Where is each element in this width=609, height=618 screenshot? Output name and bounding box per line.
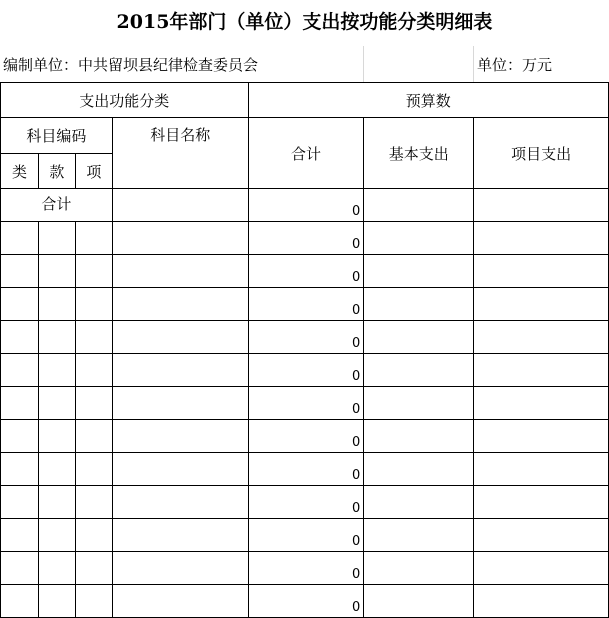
project-expense-cell xyxy=(474,420,609,453)
basic-expense-cell xyxy=(364,486,474,519)
kuan-cell xyxy=(38,255,75,288)
kuan-cell xyxy=(38,552,75,585)
xiang-cell xyxy=(75,486,112,519)
xiang-cell xyxy=(75,387,112,420)
lei-cell xyxy=(1,222,39,255)
table-row xyxy=(1,453,609,486)
subject-name-cell xyxy=(112,420,248,453)
total-cell: 0 xyxy=(248,387,364,420)
total-row-label: 合计 xyxy=(1,189,113,222)
kuan-cell xyxy=(38,288,75,321)
table-row xyxy=(1,387,609,420)
subject-name-cell xyxy=(112,321,248,354)
kuan-cell xyxy=(38,387,75,420)
kuan-cell xyxy=(38,585,75,618)
total-row xyxy=(1,189,609,222)
xiang-cell xyxy=(75,288,112,321)
subject-name-cell xyxy=(112,486,248,519)
kuan-cell xyxy=(38,222,75,255)
total-row-value: 0 xyxy=(248,189,364,222)
project-expense-cell xyxy=(474,189,609,222)
project-expense-cell xyxy=(474,288,609,321)
total-cell: 0 xyxy=(248,420,364,453)
total-cell: 0 xyxy=(248,354,364,387)
subject-name-cell xyxy=(112,354,248,387)
project-expense-cell xyxy=(474,321,609,354)
table-row xyxy=(1,288,609,321)
kuan-cell xyxy=(38,420,75,453)
xiang-cell xyxy=(75,255,112,288)
subject-name-cell xyxy=(112,255,248,288)
func-class-header: 支出功能分类 xyxy=(1,83,249,118)
total-cell: 0 xyxy=(248,486,364,519)
lei-cell xyxy=(1,519,39,552)
lei-cell xyxy=(1,387,39,420)
xiang-cell xyxy=(75,552,112,585)
project-expense-cell xyxy=(474,222,609,255)
subject-name-cell xyxy=(112,552,248,585)
project-expense-cell xyxy=(474,255,609,288)
lei-cell xyxy=(1,486,39,519)
project-expense-cell xyxy=(474,486,609,519)
xiang-cell xyxy=(75,420,112,453)
table-row xyxy=(1,552,609,585)
lei-cell xyxy=(1,420,39,453)
total-cell: 0 xyxy=(248,222,364,255)
table-row xyxy=(1,486,609,519)
lei-cell xyxy=(1,585,39,618)
subject-name-cell xyxy=(112,453,248,486)
lei-cell xyxy=(1,321,39,354)
total-cell: 0 xyxy=(248,255,364,288)
project-expense-cell xyxy=(474,552,609,585)
basic-expense-cell xyxy=(364,354,474,387)
kuan-cell xyxy=(38,453,75,486)
kuan-cell xyxy=(38,486,75,519)
total-cell: 0 xyxy=(248,288,364,321)
total-header: 合计 xyxy=(248,118,364,189)
basic-expense-cell xyxy=(364,453,474,486)
total-cell: 0 xyxy=(248,453,364,486)
basic-expense-cell xyxy=(364,585,474,618)
budget-header: 预算数 xyxy=(248,83,608,118)
total-cell: 0 xyxy=(248,585,364,618)
compiling-unit: 编制单位：中共留坝县纪律检查委员会 xyxy=(3,56,259,74)
xiang-cell xyxy=(75,453,112,486)
basic-expense-cell xyxy=(364,519,474,552)
page-title: 2015年部门（单位）支出按功能分类明细表 xyxy=(116,11,493,33)
lei-header: 类 xyxy=(1,154,39,189)
unit-label: 单位：万元 xyxy=(477,56,553,74)
detail-table xyxy=(0,82,609,618)
project-expense-cell xyxy=(474,519,609,552)
xiang-cell xyxy=(75,354,112,387)
project-expense-cell xyxy=(474,387,609,420)
basic-expense-cell xyxy=(364,420,474,453)
xiang-header: 项 xyxy=(75,154,112,189)
lei-cell xyxy=(1,288,39,321)
table-row xyxy=(1,222,609,255)
project-expense-cell xyxy=(474,453,609,486)
total-cell: 0 xyxy=(248,321,364,354)
kuan-cell xyxy=(38,519,75,552)
total-cell: 0 xyxy=(248,519,364,552)
xiang-cell xyxy=(75,585,112,618)
table-row xyxy=(1,255,609,288)
table-row xyxy=(1,321,609,354)
basic-expense-cell xyxy=(364,288,474,321)
basic-expense-cell xyxy=(364,189,474,222)
subject-name-header: 科目名称 xyxy=(112,118,248,189)
kuan-header: 款 xyxy=(38,154,75,189)
xiang-cell xyxy=(75,321,112,354)
project-expense-cell xyxy=(474,354,609,387)
header-divider xyxy=(473,46,474,82)
xiang-cell xyxy=(75,519,112,552)
subject-code-header: 科目编码 xyxy=(1,118,113,154)
subject-name-cell xyxy=(112,519,248,552)
total-cell: 0 xyxy=(248,552,364,585)
subject-name-cell xyxy=(112,222,248,255)
subject-name-cell xyxy=(112,189,248,222)
xiang-cell xyxy=(75,222,112,255)
table-row xyxy=(1,519,609,552)
table-row xyxy=(1,354,609,387)
basic-expense-cell xyxy=(364,321,474,354)
subject-name-cell xyxy=(112,288,248,321)
subject-name-cell xyxy=(112,387,248,420)
kuan-cell xyxy=(38,321,75,354)
table-row xyxy=(1,420,609,453)
project-expense-header: 项目支出 xyxy=(474,118,609,189)
lei-cell xyxy=(1,354,39,387)
basic-expense-cell xyxy=(364,387,474,420)
lei-cell xyxy=(1,453,39,486)
lei-cell xyxy=(1,255,39,288)
table-row xyxy=(1,585,609,618)
project-expense-cell xyxy=(474,585,609,618)
kuan-cell xyxy=(38,354,75,387)
header-divider xyxy=(363,46,364,82)
basic-expense-header: 基本支出 xyxy=(364,118,474,189)
subject-name-cell xyxy=(112,585,248,618)
basic-expense-cell xyxy=(364,552,474,585)
lei-cell xyxy=(1,552,39,585)
basic-expense-cell xyxy=(364,255,474,288)
basic-expense-cell xyxy=(364,222,474,255)
